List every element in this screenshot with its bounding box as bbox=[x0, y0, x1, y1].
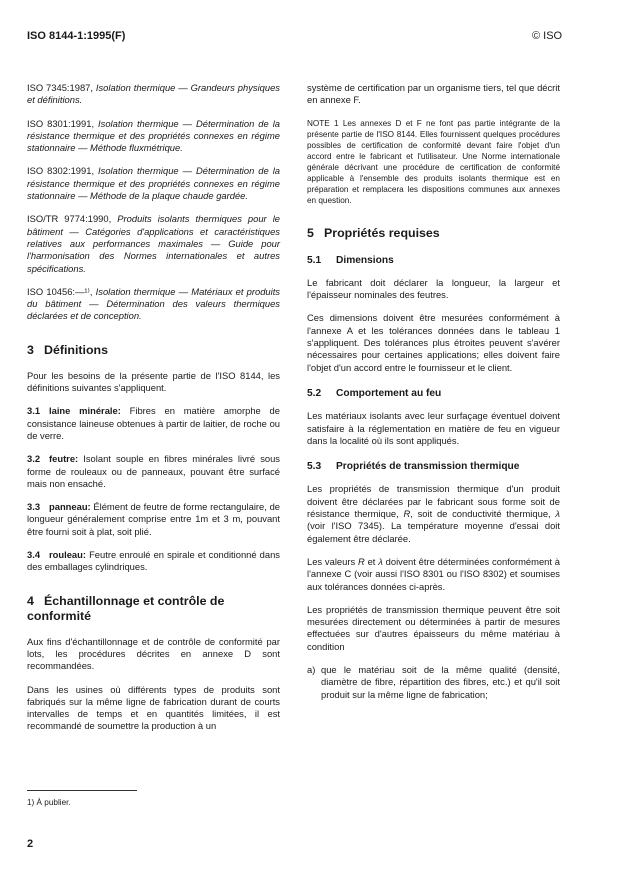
definition-3-4: 3.4 rouleau: Feutre enroulé en spirale et conditionné dans des emballages cylindriques. bbox=[27, 549, 280, 573]
section-5-2-paragraph: Les matériaux isolants avec leur surfaçage éventuel doivent satisfaire à la réglementation en matière de feu en vigueur dans la localité où ils sont appliqués. bbox=[307, 410, 560, 446]
section-5-1-paragraph: Ces dimensions doivent être mesurées conformément à l'annexe A et les tolérances données dans le tableau 1 s'appliquent. Des tolérances plus étroites peuvent s'avérer nécessaires pour certaines applications; elles doivent faire l'objet d'un accord entre le fournisseur et le client. bbox=[307, 312, 560, 373]
reference-entry: ISO 7345:1987, Isolation thermique — Grandeurs physiques et définitions. bbox=[27, 82, 280, 106]
section-4-paragraph: Dans les usines où différents types de produits sont fabriqués sur la même ligne de fabrication durant de courts intervalles de temps et en quantités limitées, il est recommandé de soumettre la production à un bbox=[27, 683, 280, 732]
reference-entry: ISO 10456:—¹⁾, Isolation thermique — Matériaux et produits du bâtiment — Détermination des valeurs thermiques déclarées et de conception. bbox=[27, 285, 280, 322]
left-column bbox=[27, 82, 280, 744]
reference-entry: ISO/TR 9774:1990, Produits isolants thermiques pour le bâtiment — Catégories d'applications et caractéristiques relatives aux performances maximales — Guide pour l'harmonisation des Normes internationales et autres spécifications. bbox=[27, 213, 281, 274]
section-4-paragraph: Aux fins d'échantillonnage et de contrôle de conformité par lots, les procédures décrites en annexe D sont recommandées. bbox=[27, 635, 280, 672]
note-1: NOTE 1 Les annexes D et F ne font pas partie intégrante de la présente partie de l'ISO 8144. Elles fournissent quelques procédures possibles de certification de conformité devant faire l'objet d'un accord entre le fabricant et l'utilisateur. Une Norme internationale générale décrivant une procédure de certification de conformité applicable à l'ensemble des produits isolants thermique est en préparation et remplacera les dispositions communes aux annexes en question. bbox=[307, 118, 560, 205]
section-5-1-heading: 5.1 Dimensions bbox=[307, 254, 394, 266]
section-5-3-paragraph: Les valeurs R et λ doivent être déterminées conformément à l'annexe C (voir aussi l'ISO 8301 ou l'ISO 8302) et soumises aux tolérances données ci-après. bbox=[307, 555, 561, 592]
section-5-3-paragraph: Les propriétés de transmission thermique d'un produit doivent être déclarées par le fabricant sous forme soit de résistance thermique, R, soit de conductivité thermique, λ (voir l'ISO 7345). La température moyenne d'essai doit également être déclarée. bbox=[307, 483, 560, 544]
definition-3-1: 3.1 laine minérale: Fibres en matière amorphe de consistance laineuse obtenues à partir de laitier, de roche ou de verre. bbox=[27, 405, 280, 441]
reference-entry: ISO 8302:1991, Isolation thermique — Détermination de la résistance thermique et des propriétés connexes en régime stationnaire — Méthode de la plaque chaude gardée. bbox=[27, 165, 281, 202]
section-5-heading: 5 Propriétés requises bbox=[307, 225, 440, 240]
section-3-intro: Pour les besoins de la présente partie de l'ISO 8144, les définitions suivantes s'appliquent. bbox=[27, 369, 280, 394]
list-item-a: a) que le matériau soit de la même qualité (densité, diamètre de fibre, répartition des fibres, etc.) et qu'il soit produit sur la même ligne de fabrication; bbox=[307, 664, 560, 700]
section-5-2-heading: 5.2 Comportement au feu bbox=[307, 387, 442, 399]
footnote-divider bbox=[27, 790, 137, 791]
footnote: 1) À publier. bbox=[27, 798, 71, 807]
definition-3-2: 3.2 feutre: Isolant souple en fibres minérales livré sous forme de rouleaux ou de panneaux, pouvant être surfacé mais non ensaché. bbox=[27, 453, 280, 489]
definition-3-3: 3.3 panneau: Élément de feutre de forme rectangulaire, de longueur généralement comprise entre 1m et 3 m, pouvant être fourni soit à plat, soit plié. bbox=[27, 501, 280, 537]
section-4-heading: 4 Échantillonnage et contrôle de conformité bbox=[27, 593, 225, 623]
document-code: ISO 8144-1:1995(F) bbox=[27, 30, 126, 42]
section-5-3-heading: 5.3 Propriétés de transmission thermique bbox=[307, 461, 520, 473]
continued-paragraph: système de certification par un organisme tiers, tel que décrit en annexe F. bbox=[307, 82, 560, 106]
page-number: 2 bbox=[27, 838, 34, 850]
copyright-mark: © ISO bbox=[532, 30, 563, 42]
section-5-1-paragraph: Le fabricant doit déclarer la longueur, la largeur et l'épaisseur nominales des feutres. bbox=[307, 276, 560, 301]
right-column bbox=[307, 82, 560, 712]
section-5-3-paragraph: Les propriétés de transmission thermique peuvent être soit mesurées directement ou déterminées à partir de mesures effectuées sur d'autres épaisseurs du même matériau à condition bbox=[307, 603, 560, 652]
reference-entry: ISO 8301:1991, Isolation thermique — Détermination de la résistance thermique et des propriétés connexes en régime stationnaire — Méthode fluxmétrique. bbox=[27, 117, 281, 154]
section-3-heading: 3 Définitions bbox=[27, 342, 109, 357]
